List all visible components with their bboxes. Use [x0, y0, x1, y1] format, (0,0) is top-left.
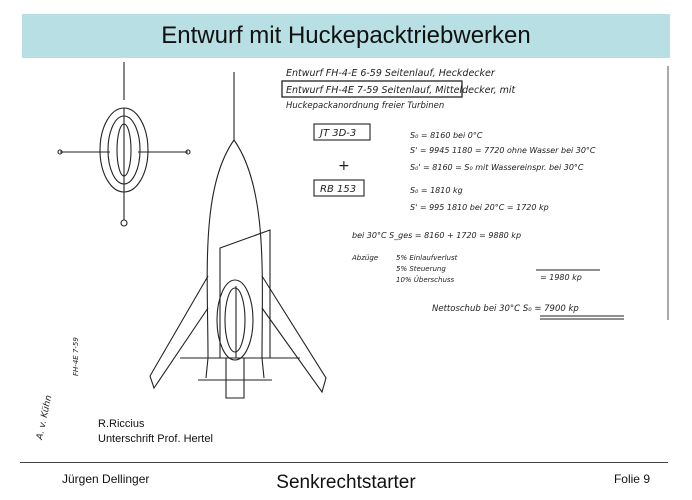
loss-total: = 1980 kp	[540, 273, 582, 282]
credit-signature-note: Unterschrift Prof. Hertel	[98, 433, 213, 445]
front-view-drawing	[58, 62, 190, 226]
margin-signature: A. v. Kühn	[35, 394, 55, 441]
footer-slide-number: Folie 9	[613, 472, 650, 486]
thrust-2: S' = 9945 1180 = 7720 ohne Wasser bei 30°C	[410, 146, 596, 155]
planform-drawing	[150, 72, 326, 398]
loss-label: Abzüge	[352, 254, 379, 262]
footer-author: Jürgen Dellinger	[62, 472, 150, 486]
slide-title-bar	[22, 14, 670, 58]
thrust-1: S₀ = 8160 bei 0°C	[410, 131, 483, 140]
credit-author: R.Riccius	[98, 418, 145, 430]
thrust-3: S₀' = 8160 = S₀ mit Wassereinspr. bei 30°C	[410, 163, 584, 172]
note-line-2: Entwurf FH-4E 7-59 Seitenlauf, Mitteldecker, mit	[286, 85, 516, 96]
slide-title: Entwurf mit Huckepacktriebwerken	[161, 22, 531, 49]
footer-topic: Senkrechtstarter	[276, 472, 416, 493]
footer-divider	[20, 462, 668, 463]
thrust-4: S₀ = 1810 kg	[410, 186, 463, 195]
net-thrust: Nettoschub bei 30°C S₀ = 7900 kp	[432, 304, 579, 314]
loss-1: 5% Einlaufverlust	[396, 254, 458, 262]
note-line-3: Huckepackanordnung freier Turbinen	[286, 101, 445, 111]
note-line-1: Entwurf FH-4-E 6-59 Seitenlauf, Heckdecker	[286, 68, 495, 79]
plus-sign: +	[338, 158, 350, 174]
engine-1: JT 3D-3	[320, 128, 357, 139]
thrust-sum: bei 30°C S_ges = 8160 + 1720 = 9880 kp	[352, 231, 522, 240]
side-label: FH-4E 7-59	[72, 337, 80, 376]
thrust-5: S' = 995 1810 bei 20°C = 1720 kp	[410, 203, 549, 212]
loss-2: 5% Steuerung	[396, 265, 446, 273]
engine-2: RB 153	[320, 184, 357, 195]
technical-sketch	[0, 58, 692, 458]
loss-3: 10% Überschuss	[396, 276, 455, 284]
